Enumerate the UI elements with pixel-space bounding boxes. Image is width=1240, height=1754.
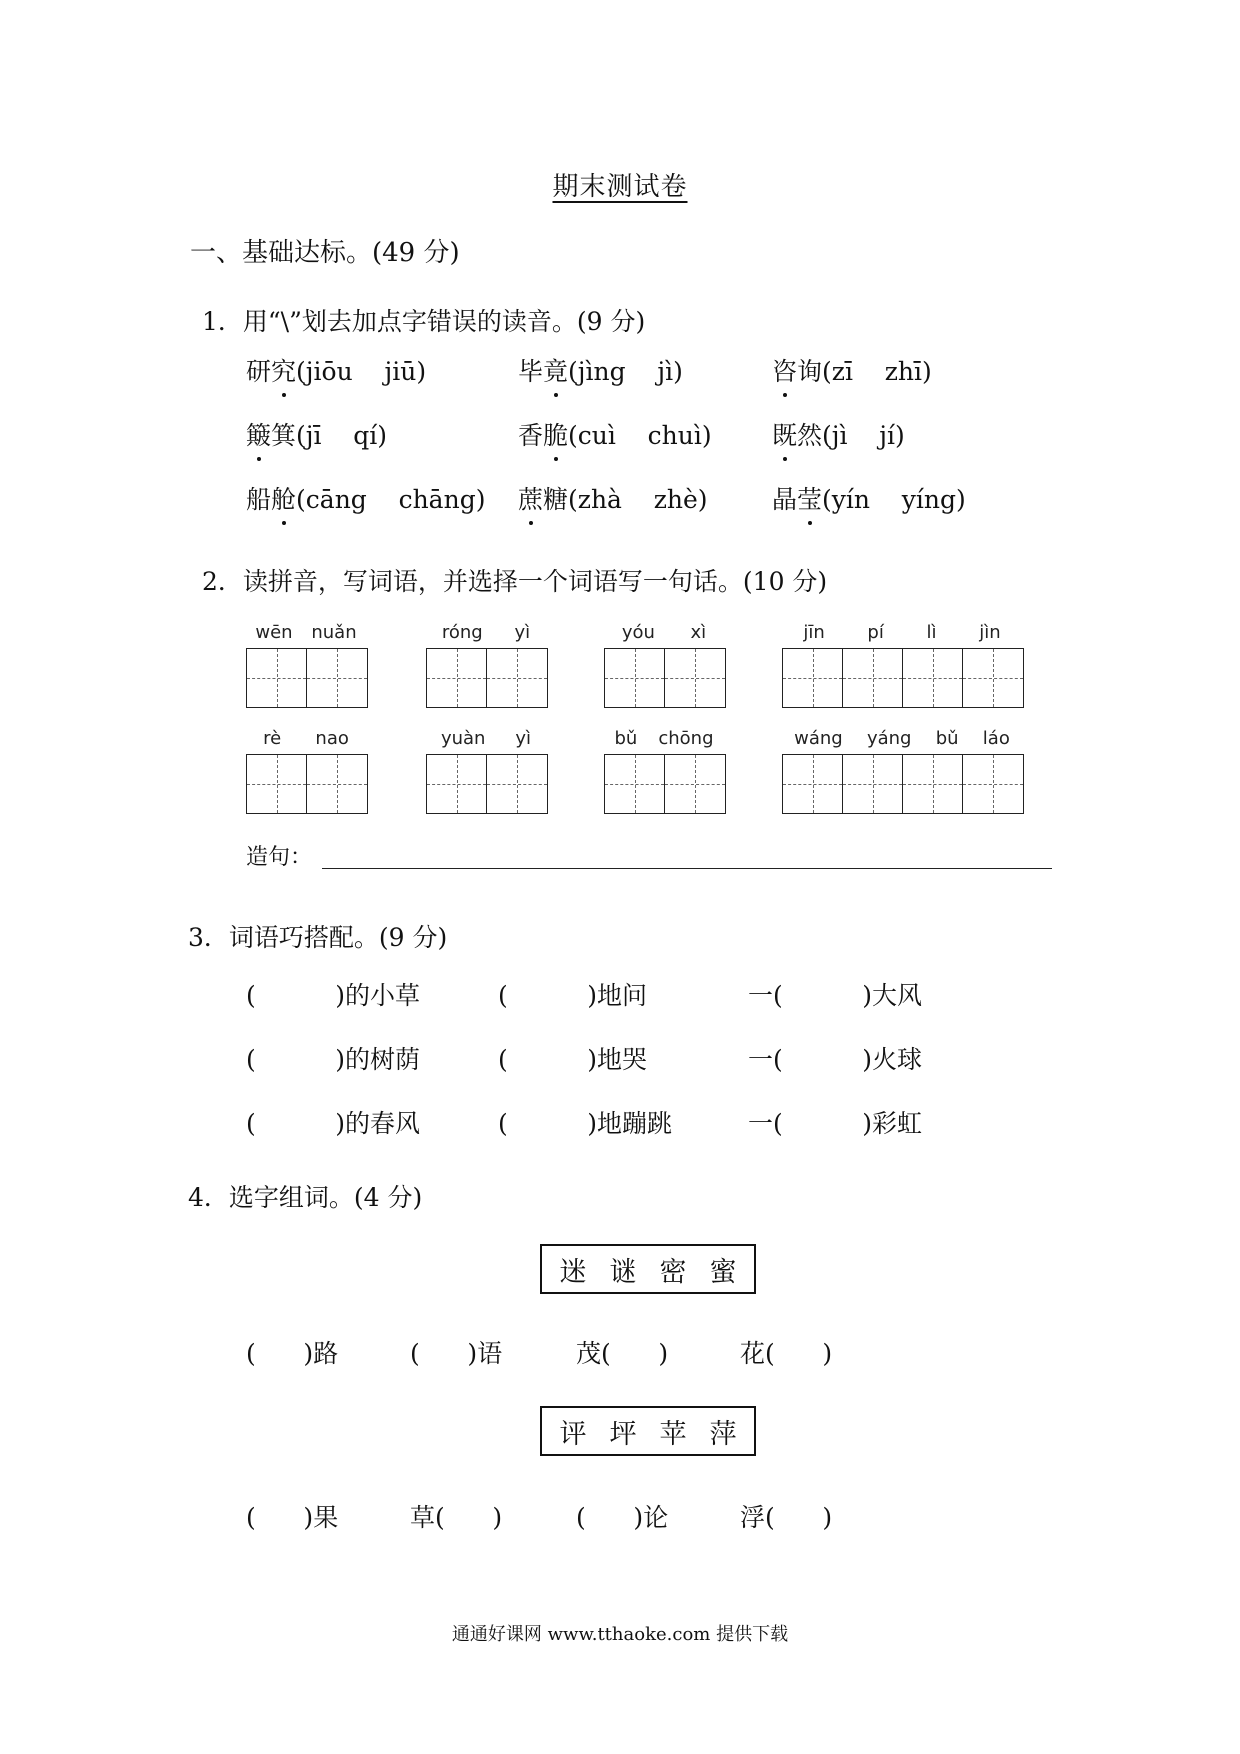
dotted-char: 脆 — [543, 416, 568, 452]
grid-cell[interactable] — [963, 649, 1023, 707]
pronunciation-item — [518, 480, 708, 516]
pinyin-syllable: chōng — [658, 728, 714, 749]
item-char: 研 — [246, 357, 272, 386]
item-pinyin-options: 询(zī zhī) — [797, 357, 932, 386]
pronunciation-item — [518, 352, 683, 388]
pronunciation-item — [246, 352, 426, 388]
writing-grid — [782, 754, 1024, 814]
grid-cell[interactable] — [247, 755, 307, 813]
choice-char: 萍 — [709, 1418, 737, 1450]
page-title: 期末测试卷 — [552, 172, 688, 202]
grid-cell[interactable] — [487, 649, 547, 707]
pinyin-syllable: yóu — [621, 622, 655, 643]
pinyin-label — [782, 728, 1022, 749]
grid-cell[interactable] — [605, 649, 665, 707]
pinyin-syllable: yì — [514, 622, 531, 643]
writing-grid — [426, 648, 548, 708]
pinyin-syllable: róng — [441, 622, 483, 643]
matching-item: ( )的春风 — [246, 1109, 420, 1138]
pinyin-syllable: láo — [982, 728, 1010, 749]
word-blank-item: 浮( ) — [740, 1503, 833, 1532]
grid-cell[interactable] — [247, 649, 307, 707]
word-blank-item: ( )果 — [246, 1503, 339, 1532]
item-pinyin-options: (cuì chuì) — [568, 421, 712, 450]
pronunciation-item — [772, 416, 905, 452]
word-blank-item: ( )语 — [410, 1339, 503, 1368]
question-1-label: 1．用“\”划去加点字错误的读音。(9 分) — [202, 307, 646, 336]
item-pinyin-options: 箕(jī qí) — [271, 421, 388, 450]
word-blank-item: ( )路 — [246, 1339, 339, 1368]
dotted-char: 竟 — [543, 352, 568, 388]
pinyin-syllable: wáng — [794, 728, 843, 749]
pronunciation-item — [246, 480, 485, 516]
pinyin-syllable: jìn — [979, 622, 1001, 643]
item-pinyin-options: (jiōu jiū) — [296, 357, 427, 386]
item-pinyin-options: 然(jì jí) — [797, 421, 905, 450]
choice-char: 密 — [659, 1256, 687, 1288]
choice-char: 评 — [559, 1418, 587, 1450]
dotted-char: 蔗 — [518, 480, 543, 516]
character-choice-box-2 — [540, 1406, 756, 1456]
footer-text: 通通好课网 www.tthaoke.com 提供下载 — [451, 1624, 789, 1645]
item-pinyin-options: (yín yíng) — [822, 485, 966, 514]
pinyin-syllable: pí — [867, 622, 884, 643]
dotted-char: 莹 — [797, 480, 822, 516]
matching-item: 一( )大风 — [748, 981, 922, 1010]
grid-cell[interactable] — [903, 755, 963, 813]
writing-grid — [246, 754, 368, 814]
pinyin-label — [782, 622, 1022, 643]
matching-item: 一( )火球 — [748, 1045, 922, 1074]
pinyin-syllable: yuàn — [440, 728, 486, 749]
matching-item: 一( )彩虹 — [748, 1109, 922, 1138]
word-blank-item: 草( ) — [410, 1503, 503, 1532]
choice-char: 迷 — [559, 1256, 587, 1288]
choice-char: 坪 — [609, 1418, 637, 1450]
grid-cell[interactable] — [605, 755, 665, 813]
matching-item: ( )地问 — [498, 981, 647, 1010]
grid-cell[interactable] — [843, 755, 903, 813]
item-pinyin-options: (jìng jì) — [568, 357, 683, 386]
word-blank-item: ( )论 — [576, 1503, 669, 1532]
pinyin-label — [604, 728, 724, 749]
section-heading: 一、基础达标。(49 分) — [190, 238, 460, 268]
pinyin-syllable: nuǎn — [311, 622, 357, 643]
choice-char: 苹 — [659, 1418, 687, 1450]
writing-grid — [426, 754, 548, 814]
pinyin-syllable: xì — [690, 622, 707, 643]
writing-grid — [246, 648, 368, 708]
pinyin-syllable: wēn — [255, 622, 293, 643]
item-pinyin-options: (cāng chāng) — [296, 485, 486, 514]
question-4-label: 4．选字组词。(4 分) — [188, 1183, 423, 1212]
pinyin-syllable: rè — [263, 728, 282, 749]
item-char: 船 — [246, 485, 272, 514]
sentence-answer-line[interactable] — [322, 868, 1052, 869]
grid-cell[interactable] — [427, 755, 487, 813]
pinyin-syllable: jīn — [803, 622, 825, 643]
question-3-label: 3．词语巧搭配。(9 分) — [188, 923, 448, 952]
dotted-char: 既 — [772, 416, 797, 452]
pinyin-syllable: nao — [315, 728, 349, 749]
grid-cell[interactable] — [783, 649, 843, 707]
writing-grid — [604, 648, 726, 708]
pinyin-label — [604, 622, 724, 643]
pinyin-syllable: lì — [926, 622, 937, 643]
dotted-char: 究 — [271, 352, 296, 388]
matching-item: ( )的小草 — [246, 981, 420, 1010]
item-pinyin-options: 糖(zhà zhè) — [543, 485, 708, 514]
sentence-label: 造句： — [246, 845, 313, 870]
pronunciation-item — [772, 480, 966, 516]
pinyin-label — [246, 728, 366, 749]
grid-cell[interactable] — [903, 649, 963, 707]
grid-cell[interactable] — [665, 755, 725, 813]
matching-item: ( )地哭 — [498, 1045, 647, 1074]
pinyin-label — [426, 728, 546, 749]
grid-cell[interactable] — [963, 755, 1023, 813]
item-char: 毕 — [518, 357, 544, 386]
pinyin-syllable: bǔ — [935, 728, 959, 749]
item-char: 香 — [518, 421, 544, 450]
dotted-char: 咨 — [772, 352, 797, 388]
pinyin-syllable: yáng — [866, 728, 912, 749]
matching-item: ( )地蹦跳 — [498, 1109, 672, 1138]
pinyin-syllable: yì — [515, 728, 532, 749]
choice-char: 谜 — [609, 1256, 637, 1288]
grid-cell[interactable] — [307, 649, 367, 707]
grid-cell[interactable] — [307, 755, 367, 813]
dotted-char: 舱 — [271, 480, 296, 516]
writing-grid — [782, 648, 1024, 708]
choice-char: 蜜 — [709, 1256, 737, 1288]
pronunciation-item — [246, 416, 387, 452]
grid-cell[interactable] — [427, 649, 487, 707]
item-char: 晶 — [772, 485, 798, 514]
pronunciation-item — [518, 416, 712, 452]
pronunciation-item — [772, 352, 932, 388]
pinyin-label — [426, 622, 546, 643]
pinyin-label — [246, 622, 366, 643]
character-choice-box-1 — [540, 1244, 756, 1294]
matching-item: ( )的树荫 — [246, 1045, 420, 1074]
grid-cell[interactable] — [487, 755, 547, 813]
grid-cell[interactable] — [783, 755, 843, 813]
grid-cell[interactable] — [843, 649, 903, 707]
word-blank-item: 茂( ) — [576, 1339, 669, 1368]
grid-cell[interactable] — [665, 649, 725, 707]
writing-grid — [604, 754, 726, 814]
word-blank-item: 花( ) — [740, 1339, 833, 1368]
question-2-label: 2．读拼音，写词语，并选择一个词语写一句话。(10 分) — [202, 567, 828, 596]
pinyin-syllable: bǔ — [614, 728, 638, 749]
dotted-char: 簸 — [246, 416, 271, 452]
